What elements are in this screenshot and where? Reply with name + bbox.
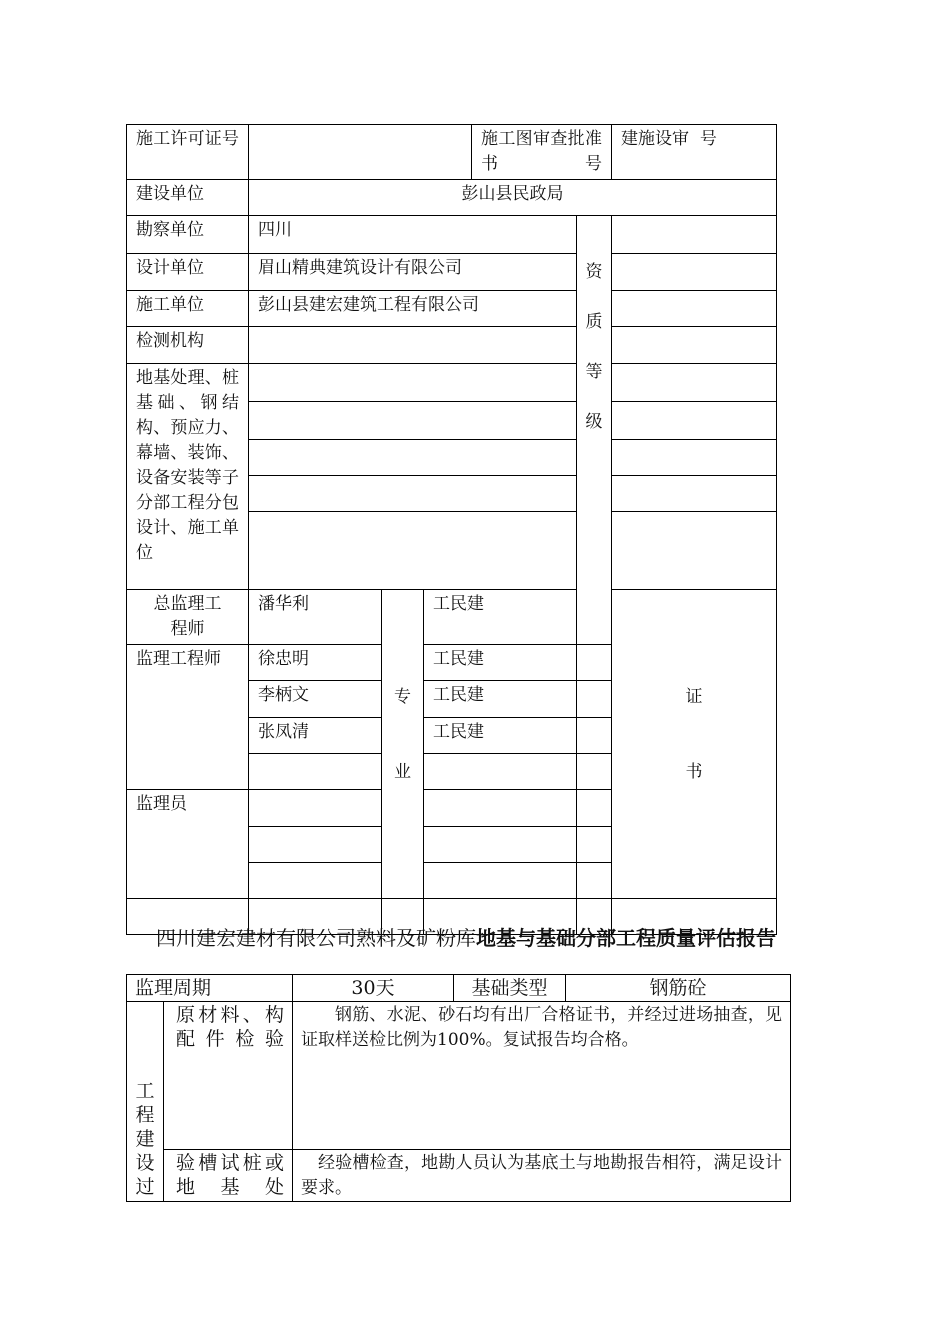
qual-char: 级 (585, 412, 603, 432)
owner-label: 建设单位 (127, 180, 249, 216)
subcontractor-value (249, 364, 577, 402)
supervisor-name (249, 827, 382, 863)
subcontractor-value (249, 512, 577, 590)
supervisor-major (424, 790, 577, 827)
qual-char: 等 (585, 362, 603, 382)
qual-value (612, 512, 777, 590)
engineer-major: 工民建 (424, 718, 577, 754)
subcontractor-value (249, 402, 577, 440)
certificate-value (577, 645, 612, 681)
report-title-normal: 四川建宏建材有限公司熟料及矿粉库 (156, 926, 476, 950)
engineer-major: 工民建 (424, 681, 577, 718)
cert-char: 书 (685, 762, 703, 782)
report-title (126, 926, 806, 950)
subcontractor-value (249, 440, 577, 476)
permit-label: 施工许可证号 (127, 125, 249, 180)
engineer-major: 工民建 (424, 645, 577, 681)
certificate-value (577, 863, 612, 899)
survey-value: 四川 (249, 216, 577, 254)
major-header (382, 590, 424, 899)
engineer-name: 张凤清 (249, 718, 382, 754)
materials-text: 钢筋、水泥、砂石均有出厂合格证书，并经过进场抽查，见证取样送检比例为100%。复试报告均合格。 (293, 1002, 791, 1150)
process-label (127, 1002, 164, 1202)
engineer-name (249, 754, 382, 790)
qual-char: 资 (585, 262, 603, 282)
engineer-label: 监理工程师 (127, 645, 249, 790)
qual-char: 质 (585, 312, 603, 332)
qual-value (612, 291, 777, 327)
materials-label: 原材料、构配件检验 (164, 1002, 293, 1150)
testing-label: 检测机构 (127, 327, 249, 364)
certificate-header (612, 590, 777, 899)
design-label: 设计单位 (127, 254, 249, 291)
period-label: 监理周期 (127, 975, 293, 1002)
qual-value (612, 402, 777, 440)
supervisor-name (249, 790, 382, 827)
supervisor-label: 监理员 (127, 790, 249, 899)
qual-value (612, 476, 777, 512)
qual-value (612, 440, 777, 476)
evaluation-table (126, 974, 791, 1202)
qual-value (612, 327, 777, 364)
foundation-type-label: 基础类型 (454, 975, 566, 1002)
chief-engineer-label: 总监理工程师 (127, 590, 249, 645)
supervisor-major (424, 827, 577, 863)
qual-value (612, 364, 777, 402)
owner-value: 彭山县民政局 (249, 180, 777, 216)
cert-char: 证 (685, 687, 703, 707)
certificate-value (577, 827, 612, 863)
major-char: 专 (394, 687, 411, 707)
design-value: 眉山精典建筑设计有限公司 (249, 254, 577, 291)
trench-text: 经验槽检查，地勘人员认为基底土与地勘报告相符，满足设计要求。 (293, 1150, 791, 1202)
drawing-approval-value: 建施设审 号 (612, 125, 777, 180)
project-info-table (126, 124, 777, 935)
subcontractor-value (249, 476, 577, 512)
subcontractor-label: 地基处理、桩基础、钢结构、预应力、幕墙、装饰、设备安装等子分部工程分包设计、施工单位 (127, 364, 249, 590)
drawing-approval-label: 施工图审查批准书号 (472, 125, 612, 180)
period-value: 30天 (293, 975, 454, 1002)
certificate-value (577, 681, 612, 718)
qual-value (612, 216, 777, 254)
process-label-text: 工程建设过 (135, 1080, 155, 1198)
supervisor-major (424, 863, 577, 899)
survey-label: 勘察单位 (127, 216, 249, 254)
engineer-major (424, 754, 577, 790)
trench-label: 验槽试桩或地基处 (164, 1150, 293, 1202)
foundation-type-value: 钢筋砼 (566, 975, 791, 1002)
qual-value (612, 254, 777, 291)
major-char: 业 (394, 762, 411, 782)
supervisor-name (249, 863, 382, 899)
qualification-grade-header (577, 216, 612, 645)
construction-label: 施工单位 (127, 291, 249, 327)
construction-value: 彭山县建宏建筑工程有限公司 (249, 291, 577, 327)
engineer-name: 徐忠明 (249, 645, 382, 681)
engineer-name: 李柄文 (249, 681, 382, 718)
testing-value (249, 327, 577, 364)
chief-engineer-major: 工民建 (424, 590, 577, 645)
certificate-value (577, 754, 612, 790)
certificate-value (577, 718, 612, 754)
certificate-value (577, 790, 612, 827)
permit-value (249, 125, 472, 180)
chief-engineer-name: 潘华利 (249, 590, 382, 645)
report-title-bold: 地基与基础分部工程质量评估报告 (476, 926, 776, 950)
